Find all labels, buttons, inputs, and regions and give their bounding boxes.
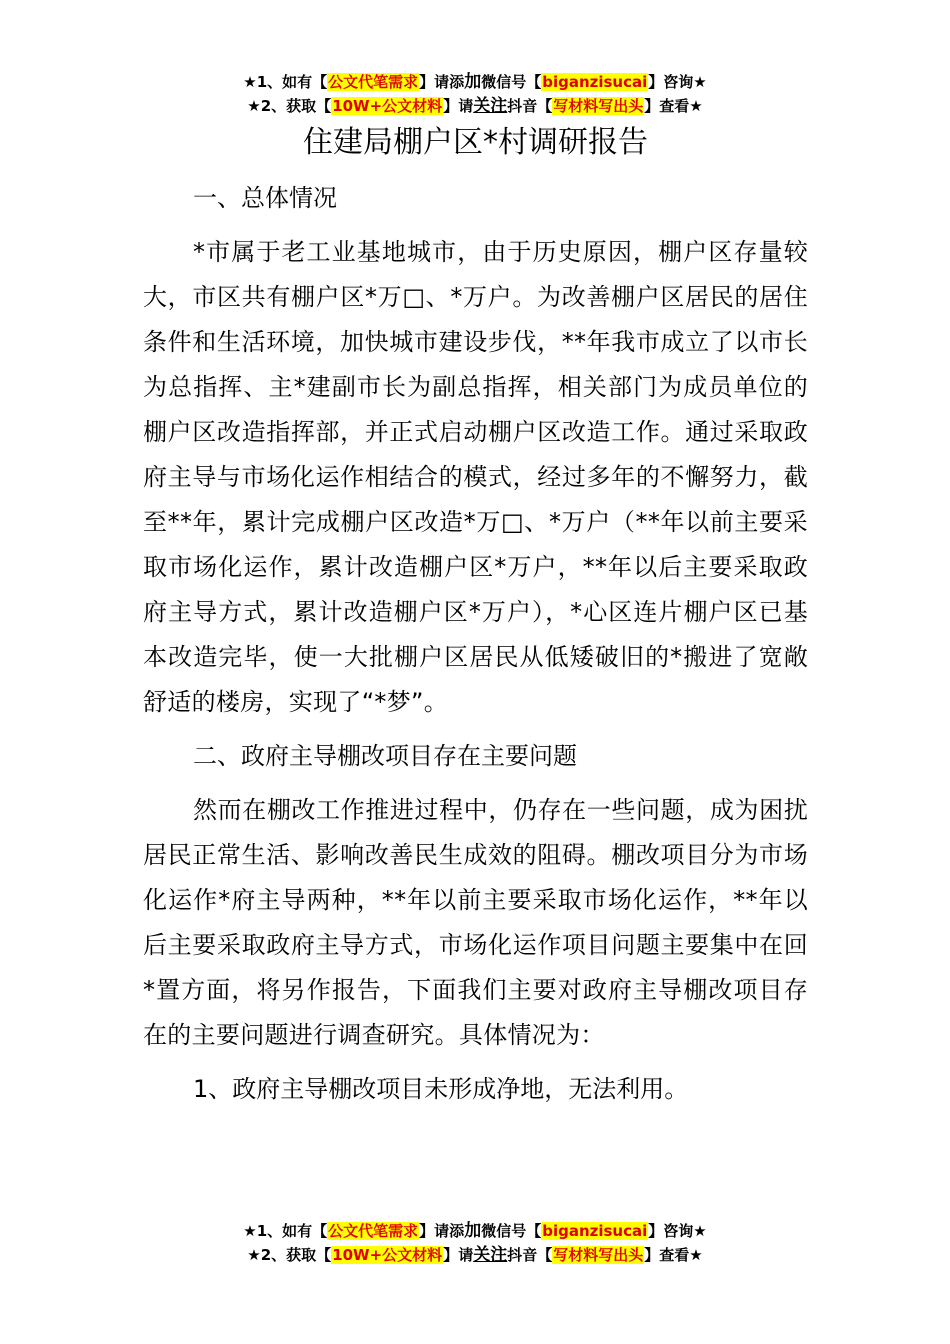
promo-highlight: 10W+公文材料 [332, 97, 443, 115]
promo-text: 】请添 [419, 73, 465, 91]
promo-text: 抖音【 [507, 1246, 553, 1264]
promo-line-1 [0, 1219, 950, 1243]
promo-text: 微信号【 [481, 1222, 542, 1240]
promo-line-2 [0, 94, 950, 118]
promo-text: 】请 [443, 1246, 474, 1264]
document-body [143, 120, 808, 1112]
promo-line-2 [0, 1243, 950, 1267]
promo-text: 】查看★ [644, 97, 703, 115]
promo-highlight: 10W+公文材料 [332, 1246, 443, 1264]
promo-emphasis: 加 [464, 1221, 482, 1241]
promo-text: 】查看★ [644, 1246, 703, 1264]
promo-text: 】请 [443, 97, 474, 115]
promo-text: 】请添 [419, 1222, 465, 1240]
section-heading-2: 二、政府主导棚改项目存在主要问题 [193, 742, 577, 770]
promo-text: ★2、获取【 [247, 1246, 332, 1264]
document-title: 住建局棚户区*村调研报告 [303, 125, 648, 160]
section-heading-1: 一、总体情况 [193, 184, 337, 212]
promo-emphasis: 关注 [473, 1245, 508, 1265]
promo-text: ★2、获取【 [247, 97, 332, 115]
promo-wechat-id: biganzisucai [542, 1222, 648, 1240]
promo-line-1 [0, 70, 950, 94]
promo-banner-bottom [0, 1219, 950, 1267]
promo-banner-top [0, 70, 950, 118]
promo-text: 】咨询★ [648, 1222, 707, 1240]
section-paragraph-2: 然而在棚改工作推进过程中，仍存在一些问题，成为困扰居民正常生活、影响改善民生成效的阻碍。棚改项目分为市场化运作*府主导两种，**年以前主要采取市场化运作，**年以后主要采取政府主导方式，市场化运作项目问题主要集中在回*置方面，将另作报告，下面我们主要对政府主导棚改项目存在的主要问题进行调查研究。具体情况为： [143, 796, 808, 1049]
promo-emphasis: 加 [464, 72, 482, 92]
promo-text: 抖音【 [507, 97, 553, 115]
promo-wechat-id: biganzisucai [542, 73, 648, 91]
promo-text: 微信号【 [481, 73, 542, 91]
promo-douyin-id: 写材料写出头 [553, 1246, 644, 1264]
promo-highlight: 公文代笔需求 [328, 1222, 419, 1240]
promo-douyin-id: 写材料写出头 [553, 97, 644, 115]
promo-text: ★1、如有【 [243, 73, 328, 91]
promo-text: ★1、如有【 [243, 1222, 328, 1240]
list-item-1: 1、政府主导棚改项目未形成净地，无法利用。 [193, 1075, 689, 1103]
section-paragraph-1: *市属于老工业基地城市，由于历史原因，棚户区存量较大，市区共有棚户区*万□、*万户。为改善棚户区居民的居住条件和生活环境，加快城市建设步伐，**年我市成立了以市长为总指挥、主*建副市长为副总指挥，相关部门为成员单位的棚户区改造指挥部，并正式启动棚户区改造工作。通过采取政府主导与市场化运作相结合的模式，经过多年的不懈努力，截至**年，累计完成棚户区改造*万□、*万户（**年以前主要采取市场化运作，累计改造棚户区*万户，**年以后主要采取政府主导方式，累计改造棚户区*万户），*心区连片棚户区已基本改造完毕，使一大批棚户区居民从低矮破旧的*搬进了宽敞舒适的楼房，实现了“*梦”。 [143, 238, 808, 716]
promo-emphasis: 关注 [473, 96, 508, 116]
promo-highlight: 公文代笔需求 [328, 73, 419, 91]
promo-text: 】咨询★ [648, 73, 707, 91]
